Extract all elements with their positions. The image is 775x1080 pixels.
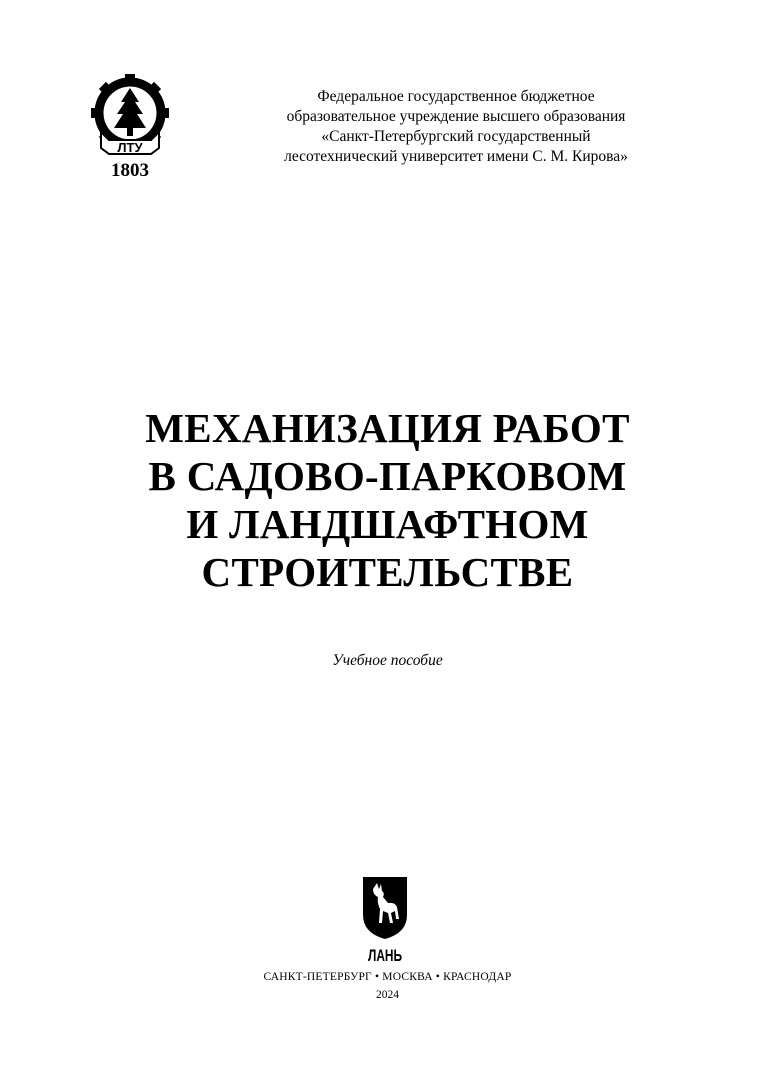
publisher-cities: САНКТ-ПЕТЕРБУРГ • МОСКВА • КРАСНОДАР [263,971,512,983]
book-subtitle: Учебное пособие [332,652,443,669]
institution-name [230,87,682,167]
university-logo [87,72,173,182]
institution-line: «Санкт-Петербургский государственный [321,128,591,145]
founding-year: 1803 [111,160,149,181]
institution-line: лесотехнический университет имени С. М. Кирова» [284,148,628,165]
publisher-logo [357,875,413,965]
title-line: СТРОИТЕЛЬСТВЕ [201,549,574,595]
emblem-text: ЛТУ [117,140,143,155]
title-line: В САДОВО-ПАРКОВОМ [148,453,627,499]
title-line: МЕХАНИЗАЦИЯ РАБОТ [145,405,630,451]
title-line: И ЛАНДШАФТНОМ [186,501,589,547]
institution-line: Федеральное государственное бюджетное [317,88,595,105]
institution-line: образовательное учреждение высшего образования [286,108,626,125]
doe-shield-icon [357,875,413,965]
gear-tree-emblem-icon [87,72,173,182]
publication-year: 2024 [376,989,399,1001]
book-title [40,404,735,596]
publisher-name: ЛАНЬ [368,946,402,965]
tree-icon [114,88,146,136]
